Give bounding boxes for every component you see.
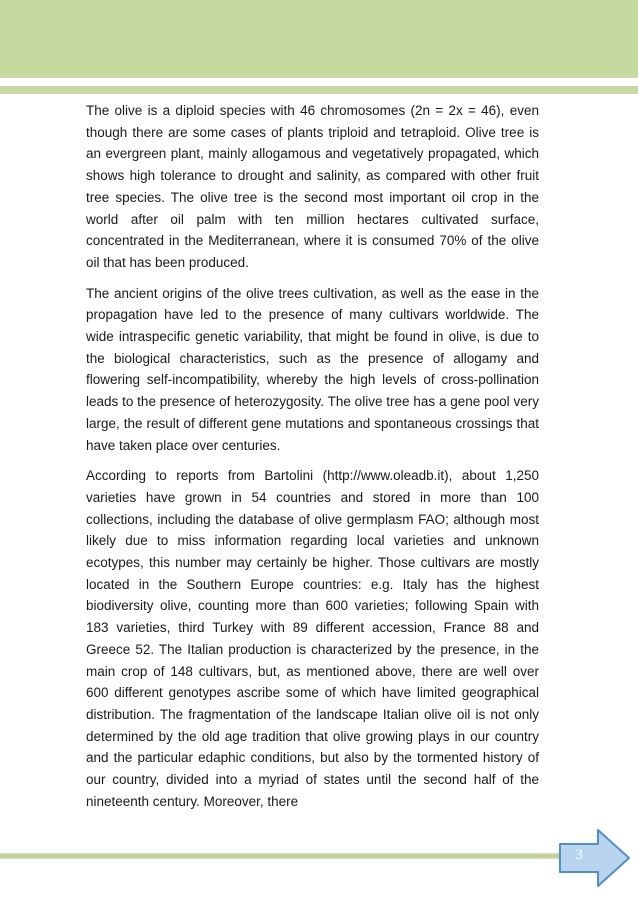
page-number: 3: [575, 847, 583, 863]
paragraph-2: The ancient origins of the olive trees cultivation, as well as the ease in the propagation have led to the presence of many cultivars worldwide. The wide intraspecific genetic variability, that might be found in olive, is due to the biological characteristics, such as the presence of allogamy and flowering self-incompatibility, whereby the high levels of cross-pollination leads to the presence of heterozygosity. The olive tree has a gene pool very large, the result of different gene mutations and spontaneous crossings that have taken place over centuries.: [86, 285, 539, 453]
header-rule: [0, 86, 638, 94]
body-text: [86, 100, 539, 822]
paragraph-3: According to reports from Bartolini (http://www.oleadb.it), about 1,250 varieties have grown in 54 countries and stored in more than 100 collections, including the database of olive germplasm FAO; although most likely due to miss information regarding local varieties and unknown ecotypes, this number may certainly be higher. Those cultivars are mostly located in the Southern Europe countries: e.g. Italy has the highest biodiversity olive, counting more than 600 varieties; following Spain with 183 varieties, third Turkey with 89 different accession, France 88 and Greece 52. The Italian production is characterized by the presence, in the main crop of 148 cultivars, but, as mentioned above, there are well over 600 different genotypes ascribe some of which have limited geographical distribution. The fragmentation of the landscape Italian olive oil is not only determined by the old age tradition that olive growing plays in our country and the particular edaphic conditions, but also by the tormented history of our country, divided into a myriad of states until the second half of the nineteenth century. Moreover, there: [86, 468, 539, 809]
paragraph-1: The olive is a diploid species with 46 chromosomes (2n = 2x = 46), even though there are some cases of plants triploid and tetraploid. Olive tree is an evergreen plant, mainly allogamous and vegetatively propagated, which shows high tolerance to drought and salinity, as compared with other fruit tree species. The olive tree is the second most important oil crop in the world after oil palm with ten million hectares cultivated surface, concentrated in the Mediterranean, where it is consumed 70% of the olive oil that has been produced.: [86, 103, 539, 270]
header-band: [0, 0, 638, 78]
footer-rule: [0, 853, 560, 859]
